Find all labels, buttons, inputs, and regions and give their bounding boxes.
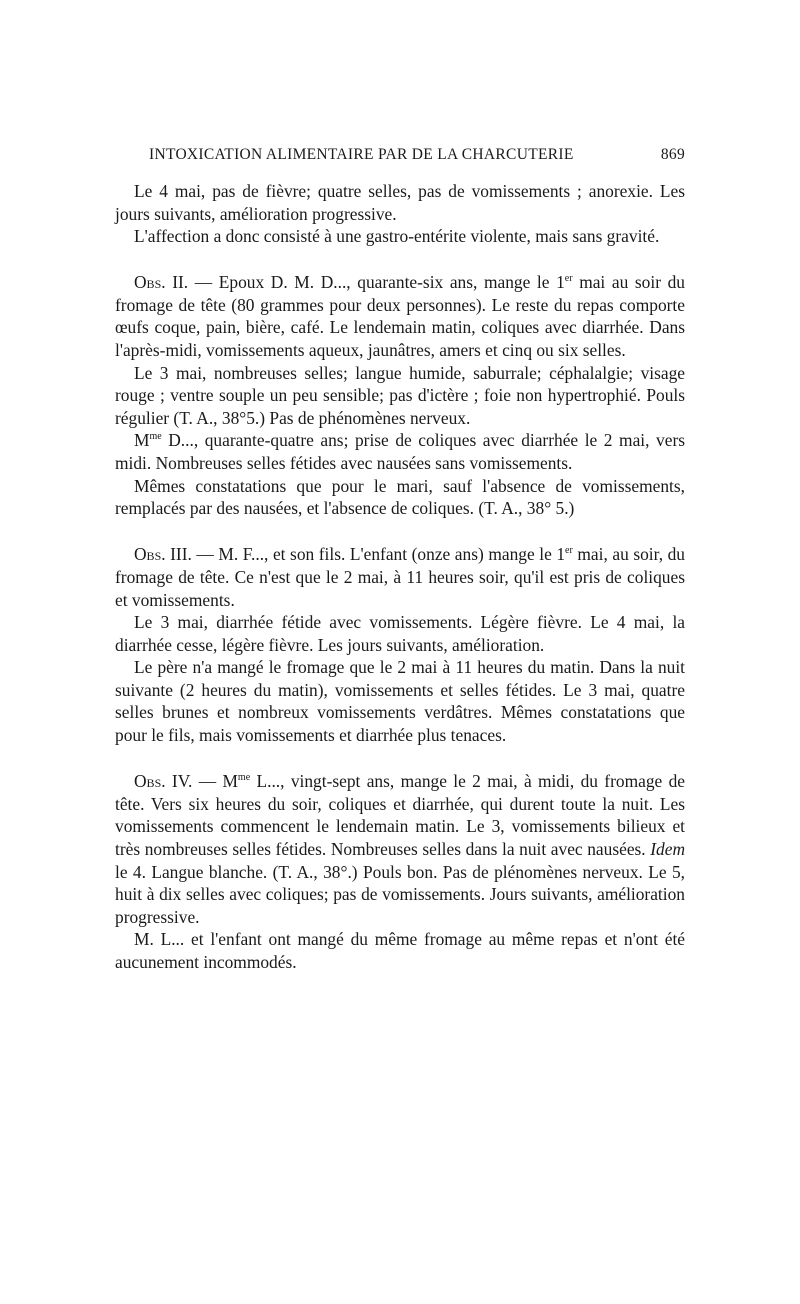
obs4-paragraph: Obs. IV. — $M^{me}$ L..., vingt-sept ans, mange le 2 mai, à midi, du fromage de tête. Vers six heures du soir, coliques et diarrhée, qui durent toute la nuit. Les vomissements commencent le lendemain matin. Le 3, vomissements bilieux et très nombreuses selles fétides. Nombreuses selles dans la nuit avec nausées. Idem le 4. Langue blanche. (T. A., 38°.) Pouls bon. Pas de plénomènes nerveux. Le 5, huit à dix selles avec coliques; pas de vomissements. Jours suivants, amélioration progressive.: [115, 771, 685, 927]
running-head-title: INTOXICATION ALIMENTAIRE PAR DE LA CHARCUTERIE: [149, 146, 574, 163]
paragraph: Le 4 mai, pas de fièvre; quatre selles, pas de vomissements ; anorexie. Les jours suivants, amélioration progressive.: [115, 181, 685, 224]
obs3-paragraph: Le 3 mai, diarrhée fétide avec vomissements. Légère fièvre. Le 4 mai, la diarrhée cesse, légère fièvre. Les jours suivants, amélioration.: [115, 612, 685, 655]
obs3-paragraph: Le père n'a mangé le fromage que le 2 mai à 11 heures du matin. Dans la nuit suivante (2 heures du matin), vomissements et selles fétides. Le 3 mai, quatre selles brunes et nombreux vomissements verdâtres. Mêmes constatations que pour le fils, mais vomissements et diarrhée plus tenaces.: [115, 657, 685, 746]
obs2-paragraph: Obs. II. — Epoux D. M. D..., quarante-six ans, mange le 1er mai au soir du fromage de tête (80 grammes pour deux personnes). Le reste du repas comporte œufs coque, pain, bière, café. Le lendemain matin, coliques avec diarrhée. Dans l'après-midi, vomissements aqueux, jaunâtres, amers et cinq ou six selles.: [115, 272, 685, 361]
document-page: [115, 146, 685, 974]
running-head: [149, 146, 685, 170]
obs2-paragraph: $M^{me}$ D..., quarante-quatre ans; prise de coliques avec diarrhée le 2 mai, vers midi. Nombreuses selles fétides avec nausées sans vomissements.: [115, 430, 685, 474]
obs-label: Obs.: [134, 771, 166, 792]
obs-label: Obs.: [134, 544, 166, 565]
paragraph: L'affection a donc consisté à une gastro-entérite violente, mais sans gravité.: [134, 226, 660, 247]
obs-label: Obs.: [134, 272, 166, 293]
obs2-paragraph: Mêmes constatations que pour le mari, sauf l'absence de vomissements, remplacés par des nausées, et l'absence de coliques. (T. A., 38° 5.): [115, 475, 685, 519]
obs4-paragraph: M. L... et l'enfant ont mangé du même fromage au même repas et n'ont été aucunement incommodés.: [115, 929, 685, 972]
obs2-paragraph: Le 3 mai, nombreuses selles; langue humide, saburrale; céphalalgie; visage rouge ; ventre souple un peu sensible; pas d'ictère ; foie non hypertrophié. Pouls régulier (T. A., 38°5.) Pas de phénomènes nerveux.: [115, 362, 685, 428]
obs3-paragraph: Obs. III. — M. F..., et son fils. L'enfant (onze ans) mange le 1er mai, au soir, du fromage de tête. Ce n'est que le 2 mai, à 11 heures soir, qu'il est pris de coliques et vomissements.: [115, 544, 686, 610]
page-number: 869: [660, 146, 685, 163]
